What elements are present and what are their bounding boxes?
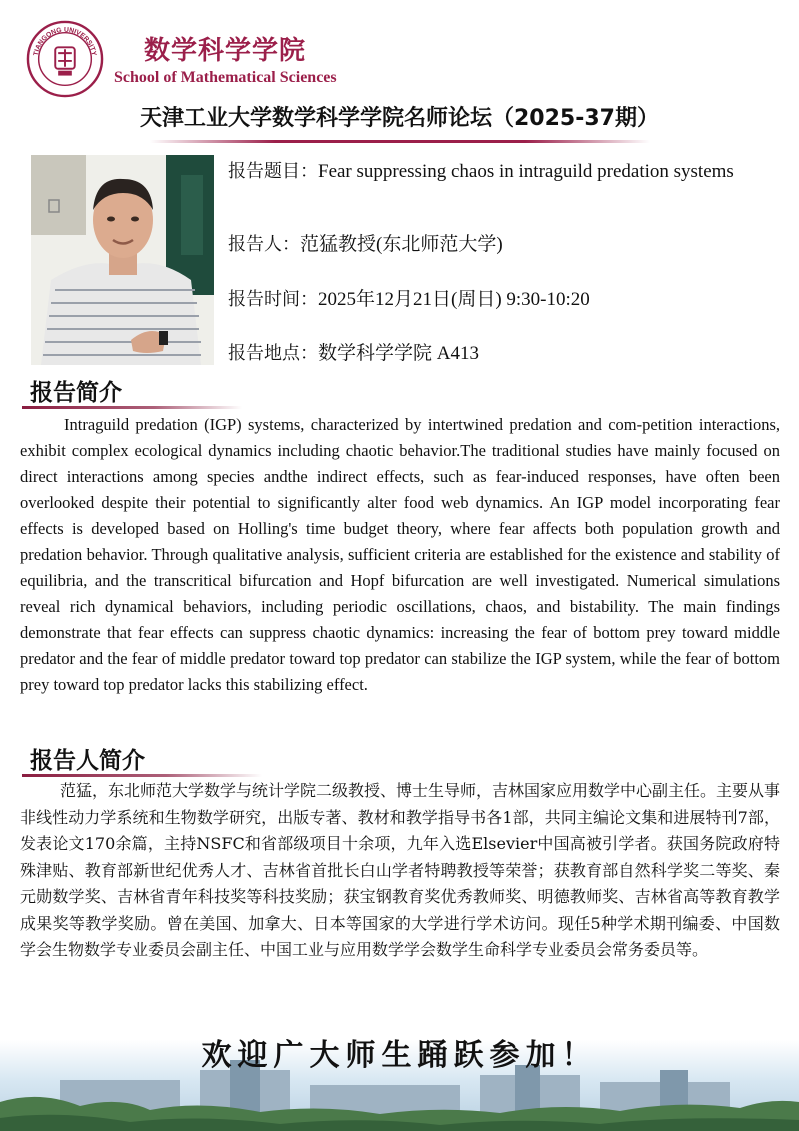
time-value: 2025年12月21日(周日) 9:30-10:20	[318, 289, 590, 310]
talk-title-label: 报告题目：	[228, 161, 318, 182]
bio-heading-underline	[22, 774, 262, 777]
bio-heading: 报告人简介	[30, 748, 145, 774]
bio-text: 范猛，东北师范大学数学与统计学院二级教授、博士生导师，吉林国家应用数学中心副主任。主要从事非线性动力学系统和生物数学研究，出版专著、教材和教学指导书各1部，共同主编论文集和进展特刊7部，发表论文170余篇，主持NSFC和省部级项目十余项，九年入选Elsevier中国高被引学者。获国务院政府特殊津贴、教育部新世纪优秀人才、吉林省首批长白山学者特聘教授等荣誉；获教育部自然科学奖二等奖、秦元勋数学奖、吉林省青年科技奖等科技奖励；获宝钢教育奖优秀教师奖、明德教师奖、吉林省高等教育教学成果奖等教学奖励。曾在美国、加拿大、日本等国家的大学进行学术访问。现任5种学术期刊编委、中国数学会生物数学专业委员会副主任、中国工业与应用数学学会数学生命科学专业委员会常务委员等。	[20, 781, 781, 959]
logo-text: TIANGONG UNIVERSITY	[32, 26, 98, 57]
school-name-cn: 数学科学学院	[144, 36, 307, 66]
abstract-heading-underline	[22, 406, 242, 409]
place-value: 数学科学学院 A413	[318, 343, 479, 364]
abstract-text: Intraguild predation (IGP) systems, characterized by intertwined predation and com-petition interactions, exhibit complex ecological dynamics including chaotic behavior.The traditional studies have mainly focused on direct interactions among species andthe indirect effects, such as fear-induced responses, have often been overlooked despite their potential to significantly alter food web dynamics. An IGP model incorporating fear effects is developed based on Holling's time budget theory, where fear affects both population growth and predation behavior. Through qualitative analysis, sufficient criteria are established for the existence and stability of equilibria, and the transcritical bifurcation and Hopf bifurcation are well investigated. Numerical simulations reveal rich dynamical behaviors, including periodic oscillations, chaos, and bistability. The main findings demonstrate that fear effects can suppress chaotic dynamics: increasing the fear of bottom prey toward middle predator and the fear of middle predator toward top predator can stabilize the IGP system, while the fear of bottom prey toward top predator lacks this stabilizing effect.	[20, 415, 780, 694]
place-row	[228, 342, 479, 366]
abstract-heading: 报告简介	[30, 380, 122, 406]
welcome-banner: 欢迎广大师生踊跃参加！	[201, 1038, 598, 1073]
place-label: 报告地点：	[228, 343, 318, 364]
talk-title-value: Fear suppressing chaos in intraguild predation systems	[318, 161, 734, 182]
school-name-en: School of Mathematical Sciences	[114, 69, 337, 86]
speaker-label: 报告人：	[228, 234, 300, 255]
forum-title: 天津工业大学数学科学学院名师论坛（2025-37期）	[140, 106, 659, 131]
speaker-row	[228, 233, 503, 257]
speaker-photo	[31, 155, 214, 365]
talk-title-row	[228, 160, 793, 184]
time-row	[228, 288, 590, 312]
time-label: 报告时间：	[228, 289, 318, 310]
speaker-value: 范猛教授(东北师范大学)	[300, 234, 503, 255]
university-logo	[26, 20, 104, 98]
title-divider	[150, 140, 650, 143]
